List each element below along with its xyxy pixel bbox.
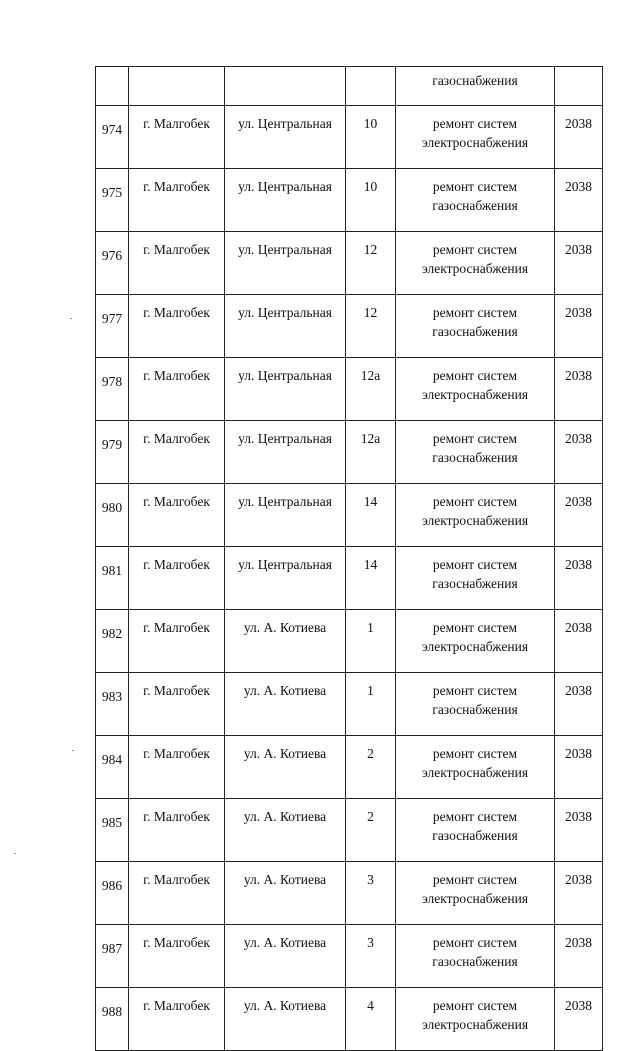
- cell-work: [396, 358, 555, 421]
- cell-house: 12а: [346, 421, 396, 484]
- cell-city: г. Малгобек: [129, 106, 225, 169]
- cell-city: г. Малгобек: [129, 673, 225, 736]
- cell-work: [396, 799, 555, 862]
- table-row: [96, 862, 603, 925]
- cell-work: [396, 106, 555, 169]
- cell-year: 2038: [555, 799, 603, 862]
- cell-num: 986: [96, 862, 129, 925]
- cell-house: 12а: [346, 358, 396, 421]
- work-line-2: электроснабжения: [421, 387, 529, 402]
- cell-street: ул. А. Котиева: [225, 862, 346, 925]
- cell-year: 2038: [555, 925, 603, 988]
- registry-table: [95, 66, 603, 1051]
- cell-street: ул. А. Котиева: [225, 988, 346, 1051]
- work-line-1: ремонт систем: [432, 998, 518, 1013]
- cell-year: 2038: [555, 673, 603, 736]
- cell-house: 12: [346, 295, 396, 358]
- cell-city: г. Малгобек: [129, 232, 225, 295]
- cell-city: [129, 67, 225, 106]
- work-line-1: ремонт систем: [432, 179, 518, 194]
- work-line-2: газоснабжения: [432, 828, 518, 843]
- table-row: [96, 799, 603, 862]
- cell-house: 14: [346, 484, 396, 547]
- work-line-2: электроснабжения: [421, 891, 529, 906]
- work-line-1: ремонт систем: [432, 116, 518, 131]
- table-row: [96, 736, 603, 799]
- cell-num: 979: [96, 421, 129, 484]
- work-line-1: ремонт систем: [432, 935, 518, 950]
- cell-house: 2: [346, 799, 396, 862]
- cell-year: 2038: [555, 988, 603, 1051]
- cell-city: г. Малгобек: [129, 295, 225, 358]
- cell-year: 2038: [555, 106, 603, 169]
- work-line-2: электроснабжения: [421, 513, 529, 528]
- cell-street: ул. Центральная: [225, 295, 346, 358]
- work-line-2: газоснабжения: [432, 73, 518, 88]
- cell-num: 977: [96, 295, 129, 358]
- cell-house: 12: [346, 232, 396, 295]
- cell-num: 980: [96, 484, 129, 547]
- work-line-1: ремонт систем: [432, 620, 518, 635]
- cell-city: г. Малгобек: [129, 736, 225, 799]
- cell-year: 2038: [555, 610, 603, 673]
- cell-work: [396, 295, 555, 358]
- cell-city: г. Малгобек: [129, 421, 225, 484]
- cell-house: 4: [346, 988, 396, 1051]
- cell-num: 987: [96, 925, 129, 988]
- work-line-2: газоснабжения: [432, 702, 518, 717]
- cell-num: 985: [96, 799, 129, 862]
- cell-street: ул. А. Котиева: [225, 610, 346, 673]
- cell-street: ул. Центральная: [225, 106, 346, 169]
- work-line-1: ремонт систем: [432, 305, 518, 320]
- work-line-2: газоснабжения: [432, 576, 518, 591]
- cell-street: ул. А. Котиева: [225, 925, 346, 988]
- cell-work: [396, 67, 555, 106]
- table-row: [96, 988, 603, 1051]
- cell-city: г. Малгобек: [129, 988, 225, 1051]
- table-row: [96, 547, 603, 610]
- work-line-1: ремонт систем: [432, 368, 518, 383]
- cell-num: 976: [96, 232, 129, 295]
- cell-work: [396, 988, 555, 1051]
- cell-house: 3: [346, 862, 396, 925]
- cell-num: 975: [96, 169, 129, 232]
- scan-speck: [72, 750, 74, 751]
- cell-city: г. Малгобек: [129, 925, 225, 988]
- table-row: [96, 673, 603, 736]
- cell-num: 988: [96, 988, 129, 1051]
- cell-year: 2038: [555, 232, 603, 295]
- table-row: [96, 358, 603, 421]
- cell-house: 3: [346, 925, 396, 988]
- table-row: [96, 610, 603, 673]
- cell-city: г. Малгобек: [129, 547, 225, 610]
- table-row: [96, 925, 603, 988]
- cell-year: 2038: [555, 358, 603, 421]
- work-line-1: ремонт систем: [432, 809, 518, 824]
- cell-num: 978: [96, 358, 129, 421]
- work-line-2: электроснабжения: [421, 261, 529, 276]
- table-row: [96, 169, 603, 232]
- cell-work: [396, 862, 555, 925]
- work-line-2: электроснабжения: [421, 135, 529, 150]
- cell-num: 981: [96, 547, 129, 610]
- cell-work: [396, 421, 555, 484]
- cell-house: 2: [346, 736, 396, 799]
- cell-street: ул. Центральная: [225, 547, 346, 610]
- cell-year: 2038: [555, 421, 603, 484]
- cell-house: [346, 67, 396, 106]
- cell-house: 14: [346, 547, 396, 610]
- scan-speck: [70, 318, 72, 319]
- cell-house: 10: [346, 169, 396, 232]
- table-row-continued: [96, 67, 603, 106]
- cell-num: 974: [96, 106, 129, 169]
- cell-street: ул. Центральная: [225, 421, 346, 484]
- cell-work: [396, 925, 555, 988]
- table-body: [96, 67, 603, 1051]
- cell-city: г. Малгобек: [129, 484, 225, 547]
- work-line-2: газоснабжения: [432, 324, 518, 339]
- work-line-1: ремонт систем: [432, 872, 518, 887]
- cell-city: г. Малгобек: [129, 799, 225, 862]
- work-line-2: электроснабжения: [421, 765, 529, 780]
- work-line-1: ремонт систем: [432, 494, 518, 509]
- cell-work: [396, 673, 555, 736]
- cell-street: ул. Центральная: [225, 232, 346, 295]
- work-line-1: ремонт систем: [432, 242, 518, 257]
- work-line-1: ремонт систем: [432, 683, 518, 698]
- cell-street: ул. Центральная: [225, 358, 346, 421]
- cell-house: 10: [346, 106, 396, 169]
- cell-work: [396, 736, 555, 799]
- cell-house: 1: [346, 610, 396, 673]
- cell-street: [225, 67, 346, 106]
- cell-num: 983: [96, 673, 129, 736]
- cell-work: [396, 484, 555, 547]
- cell-city: г. Малгобек: [129, 862, 225, 925]
- work-line-2: газоснабжения: [432, 450, 518, 465]
- cell-year: 2038: [555, 736, 603, 799]
- cell-year: [555, 67, 603, 106]
- cell-year: 2038: [555, 295, 603, 358]
- cell-num: 984: [96, 736, 129, 799]
- cell-year: 2038: [555, 169, 603, 232]
- cell-street: ул. А. Котиева: [225, 799, 346, 862]
- work-line-2: электроснабжения: [421, 1017, 529, 1032]
- cell-work: [396, 547, 555, 610]
- cell-street: ул. А. Котиева: [225, 673, 346, 736]
- cell-num: [96, 67, 129, 106]
- work-line-1: ремонт систем: [432, 557, 518, 572]
- work-line-2: газоснабжения: [432, 954, 518, 969]
- cell-work: [396, 232, 555, 295]
- table-row: [96, 295, 603, 358]
- cell-city: г. Малгобек: [129, 169, 225, 232]
- cell-year: 2038: [555, 484, 603, 547]
- cell-house: 1: [346, 673, 396, 736]
- cell-work: [396, 169, 555, 232]
- work-line-1: ремонт систем: [432, 746, 518, 761]
- cell-num: 982: [96, 610, 129, 673]
- cell-street: ул. А. Котиева: [225, 736, 346, 799]
- cell-city: г. Малгобек: [129, 610, 225, 673]
- cell-city: г. Малгобек: [129, 358, 225, 421]
- scan-speck: [14, 853, 16, 854]
- table-row: [96, 421, 603, 484]
- cell-street: ул. Центральная: [225, 484, 346, 547]
- table-row: [96, 484, 603, 547]
- cell-work: [396, 610, 555, 673]
- table-row: [96, 232, 603, 295]
- work-line-1: ремонт систем: [432, 431, 518, 446]
- work-line-2: газоснабжения: [432, 198, 518, 213]
- cell-street: ул. Центральная: [225, 169, 346, 232]
- cell-year: 2038: [555, 547, 603, 610]
- cell-year: 2038: [555, 862, 603, 925]
- table-row: [96, 106, 603, 169]
- work-line-2: электроснабжения: [421, 639, 529, 654]
